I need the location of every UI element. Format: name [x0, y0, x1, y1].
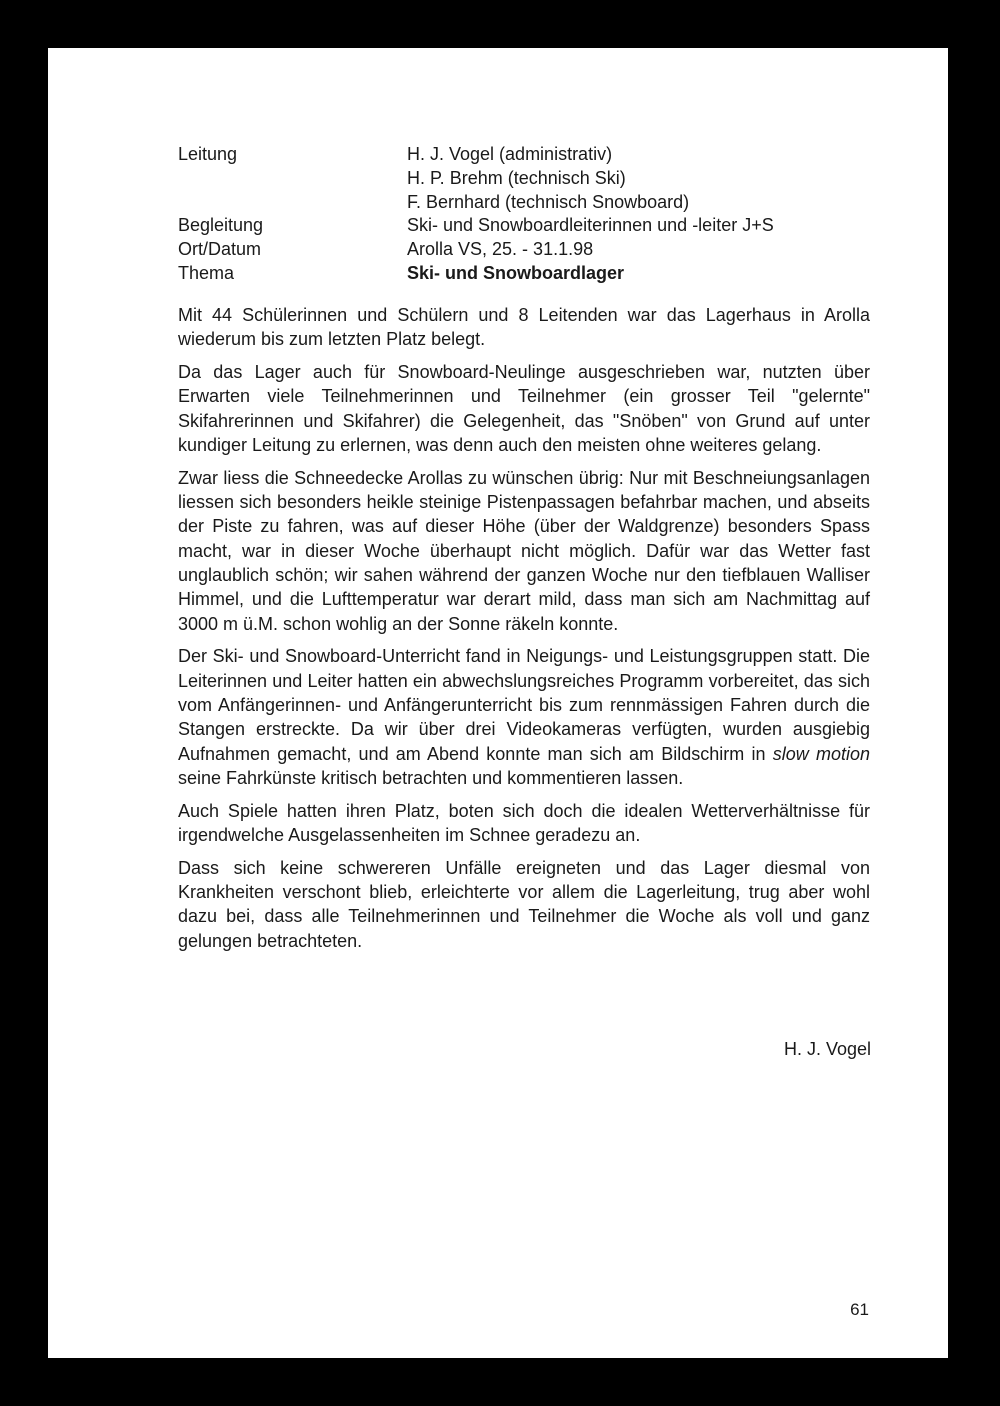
paragraph-3: Zwar liess die Schneedecke Arollas zu wünschen übrig: Nur mit Beschneiungsanlagen liessen sich besonders heikle steinige Pistenpassagen befahrbar machen, und abseits der Piste zu fahren, was auf dieser Höhe (über der Waldgrenze) besonders Spass macht, war in dieser Woche überhaupt nicht möglich. Dafür war das Wetter fast unglaublich schön; wir sahen während der ganzen Woche nur den tiefblauen Walliser Himmel, und die Lufttemperatur war derart mild, dass man sich am Nachmittag auf 3000 m ü.M. schon wohlig an der Sonne räkeln konnte. — [178, 467, 870, 634]
label-leitung: Leitung — [178, 144, 238, 164]
author-signature: H. J. Vogel — [783, 1039, 871, 1059]
value-thema: Ski- und Snowboardlager — [407, 262, 625, 283]
value-ort-datum: Arolla VS, 25. - 31.1.98 — [407, 239, 594, 260]
paragraph-2: Da das Lager auch für Snowboard-Neulinge ausgeschrieben war, nutzten über Erwarten viele Teilnehmerinnen und Teilnehmer (ein grosser Teil "gelernte" Skifahrerinnen und Skifahrer) die Gelegenheit, das "Snöben" von Grund auf unter kundiger Leitung zu erlernen, was denn auch den meisten ohne weiteres gelang. — [178, 362, 870, 455]
label-begleitung: Begleitung — [178, 215, 264, 236]
article-body — [178, 303, 870, 961]
document-page — [48, 48, 948, 1358]
label-thema: Thema — [178, 262, 235, 283]
paragraph-4 — [178, 644, 870, 790]
paragraph-1: Mit 44 Schülerinnen und Schülern und 8 Leitenden war das Lagerhaus in Arolla wiederum bis zum letzten Platz belegt. — [178, 305, 870, 350]
value-leitung-1: H. J. Vogel (administrativ) — [407, 144, 613, 164]
value-leitung-3: F. Bernhard (technisch Snowboard) — [407, 191, 690, 212]
paragraph-4-part-1: Der Ski- und Snowboard-Unterricht fand in Neigungs- und Leistungsgruppen statt. Die Leiterinnen und Leiter hatten ein abwechslungsreiches Programm vorbereitet, das sich vom Anfängerinnen- und Anfängerunterricht bis zum rennmässigen Fahren durch die Stangen erstreckte. Da wir über drei Videokameras verfügten, wurden ausgiebig Aufnahmen gemacht, und am Abend konnte man sich am Bildschirm in — [178, 646, 870, 764]
page-number: 61 — [850, 1300, 869, 1319]
paragraph-6: Dass sich keine schwereren Unfälle ereigneten und das Lager diesmal von Krankheiten verschont blieb, erleichterte vor allem die Lagerleitung, trug aber wohl dazu bei, dass alle Teilnehmerinnen und Teilnehmer die Woche als voll und ganz gelungen betrachteten. — [178, 857, 870, 951]
value-begleitung: Ski- und Snowboardleiterinnen und -leiter J+S — [407, 215, 774, 236]
paragraph-4-italic: slow motion — [772, 743, 870, 764]
paragraph-4-part-2: seine Fahrkünste kritisch betrachten und kommentieren lassen. — [178, 767, 684, 788]
label-ort-datum: Ort/Datum — [178, 239, 262, 260]
paragraph-5: Auch Spiele hatten ihren Platz, boten sich doch die idealen Wetterverhältnisse für irgendwelche Ausgelassenheiten im Schnee geradezu an. — [178, 800, 870, 845]
value-leitung-2: H. P. Brehm (technisch Ski) — [407, 167, 626, 188]
